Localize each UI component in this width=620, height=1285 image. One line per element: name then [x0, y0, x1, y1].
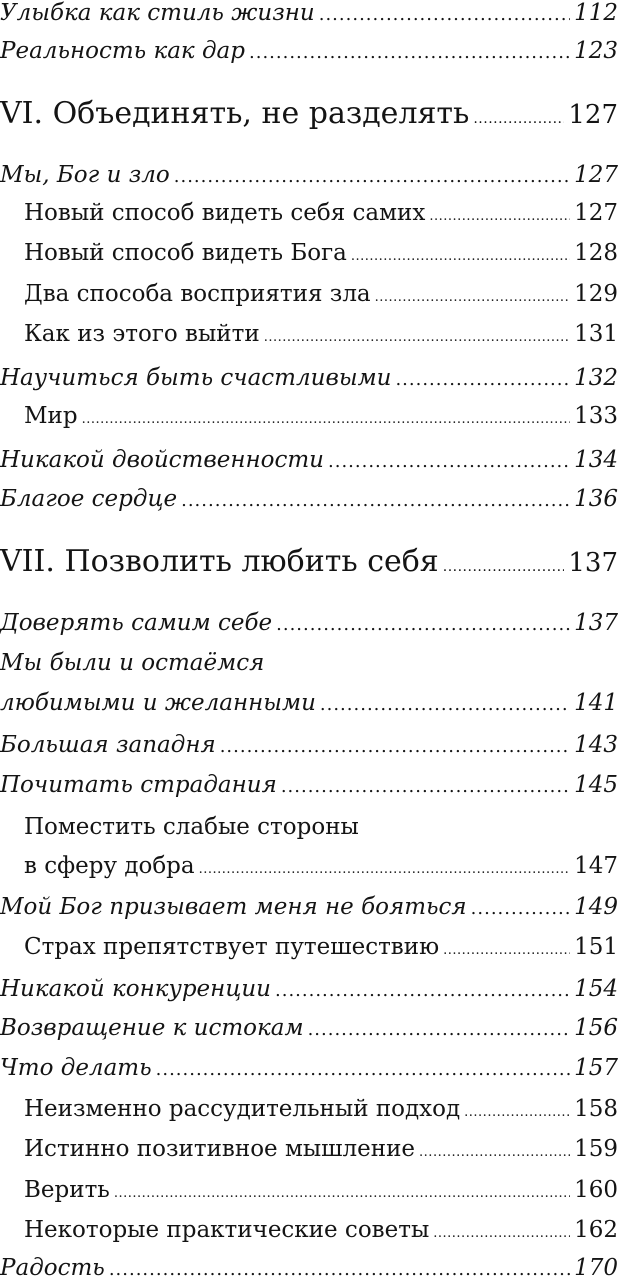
dot-leader: [199, 862, 570, 877]
page-number: 159: [574, 1136, 618, 1162]
chapter-title: VII. Позволить любить себя: [0, 544, 439, 579]
entry-title: Новый способ видеть себя самих: [24, 200, 426, 226]
dot-leader: [308, 1019, 571, 1040]
toc-entry: [0, 365, 618, 391]
entry-title: Истинно позитивное мышление: [24, 1136, 416, 1162]
dot-leader: [473, 111, 564, 127]
dot-leader: [181, 490, 570, 511]
dot-leader: [464, 1105, 570, 1120]
page-number: 132: [574, 365, 618, 391]
entry-title: Возвращение к истокам: [0, 1015, 304, 1041]
toc-entry: [0, 0, 618, 26]
entry-title: Радость: [0, 1255, 105, 1281]
toc-entry: [0, 38, 618, 64]
toc-entry: [0, 447, 618, 473]
page-number: 157: [574, 1055, 618, 1081]
entry-title: Реальность как дар: [0, 38, 245, 64]
dot-leader: [395, 369, 570, 390]
page-number: 136: [574, 486, 618, 512]
entry-title: Улыбка как стиль жизни: [0, 0, 315, 26]
dot-leader: [471, 898, 570, 919]
page-number: 127: [568, 100, 618, 130]
toc-subentry: [0, 934, 618, 960]
entry-title: Что делать: [0, 1055, 152, 1081]
dot-leader: [443, 943, 570, 958]
entry-title: Мы были и остаёмся: [0, 650, 265, 676]
entry-title: Большая западня: [0, 732, 216, 758]
entry-title: Благое сердце: [0, 486, 178, 512]
page-number: 141: [574, 690, 618, 716]
page-number: 131: [574, 321, 618, 347]
page-number: 129: [574, 281, 618, 307]
dot-leader: [109, 1259, 570, 1280]
page-number: 160: [574, 1177, 618, 1203]
entry-title: Научиться быть счастливыми: [0, 365, 392, 391]
dot-leader: [419, 1145, 570, 1160]
dot-leader: [174, 166, 570, 187]
entry-title: любимыми и желанными: [0, 690, 316, 716]
page-number: 170: [574, 1255, 618, 1281]
dot-leader: [429, 209, 570, 224]
dot-leader: [281, 776, 570, 797]
toc-subentry: [0, 1096, 618, 1122]
toc-subentry-line: [0, 814, 618, 840]
dot-leader: [276, 614, 570, 635]
toc-subentry: [0, 200, 618, 226]
page-number: 151: [574, 934, 618, 960]
page-number: 147: [574, 853, 618, 879]
chapter-heading: [0, 96, 618, 131]
page-number: 133: [574, 403, 618, 429]
dot-leader: [82, 412, 570, 427]
page-number: 143: [574, 732, 618, 758]
toc-subentry: [0, 853, 618, 879]
page-number: 162: [574, 1217, 618, 1243]
entry-title: Неизменно рассудительный подход: [24, 1096, 461, 1122]
entry-title: Некоторые практические советы: [24, 1217, 430, 1243]
toc-subentry: [0, 240, 618, 266]
entry-title: Два способа восприятия зла: [24, 281, 371, 307]
page-number: 112: [574, 0, 618, 26]
dot-leader: [220, 736, 570, 757]
entry-title: Новый способ видеть Бога: [24, 240, 347, 266]
dot-leader: [433, 1226, 570, 1241]
entry-title: Мир: [24, 403, 78, 429]
page-number: 154: [574, 976, 618, 1002]
toc-entry: [0, 1255, 618, 1281]
page-number: 137: [568, 548, 618, 578]
page-number: 137: [574, 610, 618, 636]
entry-title: Страх препятствует путешествию: [24, 934, 440, 960]
entry-title: Мы, Бог и зло: [0, 162, 170, 188]
toc-entry: [0, 976, 618, 1002]
toc-subentry: [0, 281, 618, 307]
toc-entry: [0, 610, 618, 636]
entry-title: Никакой двойственности: [0, 447, 324, 473]
dot-leader: [375, 290, 570, 305]
dot-leader: [319, 4, 570, 25]
dot-leader: [351, 249, 570, 264]
entry-title: Поместить слабые стороны: [24, 814, 359, 840]
toc-subentry: [0, 321, 618, 347]
toc-entry: [0, 162, 618, 188]
page-number: 127: [574, 162, 618, 188]
entry-title: Верить: [24, 1177, 110, 1203]
toc-subentry: [0, 1136, 618, 1162]
dot-leader: [264, 330, 570, 345]
toc-subentry: [0, 1177, 618, 1203]
toc-entry: [0, 1015, 618, 1041]
toc-subentry: [0, 1217, 618, 1243]
page-number: 123: [574, 38, 618, 64]
entry-title: в сферу добра: [24, 853, 195, 879]
toc-entry: [0, 486, 618, 512]
page-number: 127: [574, 200, 618, 226]
page-number: 158: [574, 1096, 618, 1122]
toc-entry: [0, 894, 618, 920]
dot-leader: [114, 1186, 570, 1201]
toc-entry: [0, 772, 618, 798]
entry-title: Мой Бог призывает меня не бояться: [0, 894, 467, 920]
toc-subentry: [0, 403, 618, 429]
toc-entry: [0, 690, 618, 716]
dot-leader: [443, 559, 565, 575]
dot-leader: [156, 1059, 570, 1080]
entry-title: Никакой конкуренции: [0, 976, 271, 1002]
entry-title: Доверять самим себе: [0, 610, 273, 636]
page-number: 149: [574, 894, 618, 920]
entry-title: Как из этого выйти: [24, 321, 260, 347]
page-number: 128: [574, 240, 618, 266]
toc-entry: [0, 1055, 618, 1081]
page-number: 145: [574, 772, 618, 798]
chapter-heading: [0, 544, 618, 579]
dot-leader: [328, 451, 570, 472]
toc-entry-line: [0, 650, 618, 676]
toc-entry: [0, 732, 618, 758]
chapter-title: VI. Объединять, не разделять: [0, 96, 470, 131]
entry-title: Почитать страдания: [0, 772, 277, 798]
dot-leader: [249, 42, 570, 63]
page-number: 156: [574, 1015, 618, 1041]
page-number: 134: [574, 447, 618, 473]
dot-leader: [320, 694, 570, 715]
dot-leader: [275, 980, 570, 1001]
